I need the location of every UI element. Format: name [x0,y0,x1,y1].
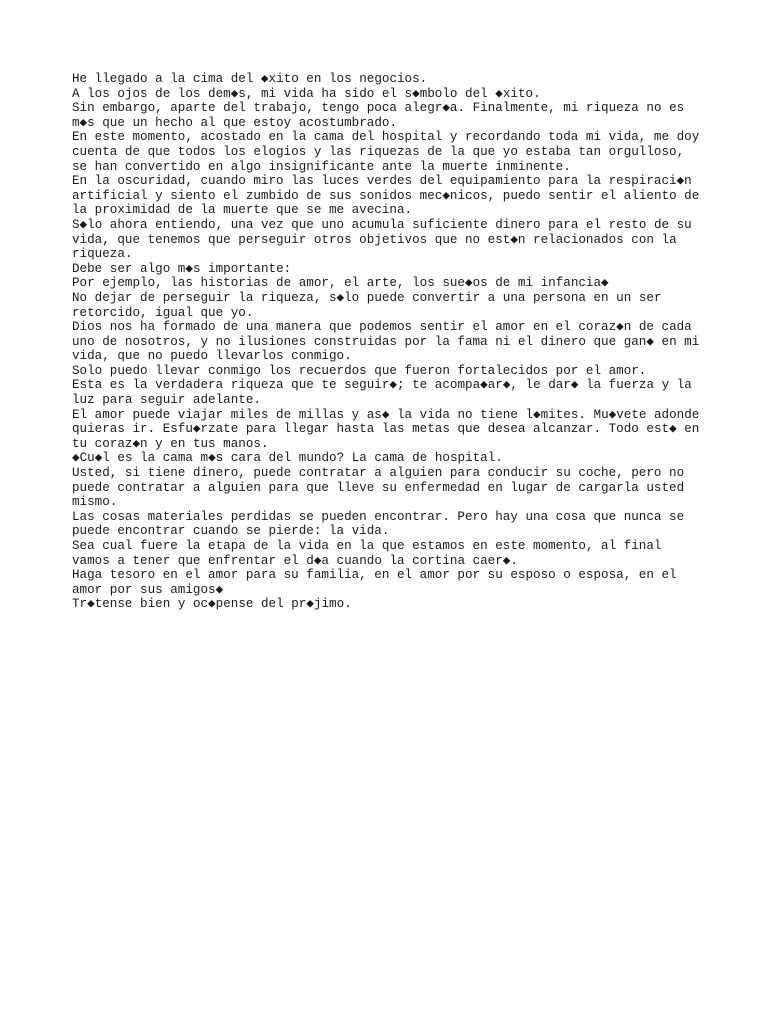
text-line: quieras ir. Esfu◆rzate para llegar hasta las metas que desea alcanzar. Todo est◆ en [72,422,700,437]
text-line: riqueza. [72,247,133,262]
document-page [72,72,702,612]
text-line: puede encontrar cuando se pierde: la vida. [72,524,390,539]
text-line: Esta es la verdadera riqueza que te seguir◆; te acompa◆ar◆, le dar◆ la fuerza y la [72,378,692,393]
text-line: ◆Cu◆l es la cama m◆s cara del mundo? La cama de hospital. [72,451,503,466]
text-line: mismo. [72,495,118,510]
text-line: Usted, si tiene dinero, puede contratar a alguien para conducir su coche, pero no [72,466,685,481]
text-line: vamos a tener que enfrentar el d◆a cuando la cortina caer◆. [72,553,518,568]
text-line: Tr◆tense bien y oc◆pense del pr◆jimo. [72,597,352,612]
text-line: la proximidad de la muerte que se me avecina. [72,203,413,218]
text-line: uno de nosotros, y no ilusiones construidas por la fama ni el dinero que gan◆ en mi [72,334,700,349]
text-line: m◆s que un hecho al que estoy acostumbrado. [72,115,397,130]
text-line: En la oscuridad, cuando miro las luces verdes del equipamiento para la respiraci◆n [72,174,692,189]
text-line: He llegado a la cima del ◆xito en los negocios. [72,72,428,86]
text-line: Haga tesoro en el amor para su familia, en el amor por su esposo o esposa, en el [72,568,677,583]
text-line: tu coraz◆n y en tus manos. [72,436,269,451]
text-line: No dejar de perseguir la riqueza, s◆lo puede convertir a una persona en un ser [72,290,662,305]
text-line: vida, que tenemos que perseguir otros objetivos que no est◆n relacionados con la [72,232,677,247]
text-line: En este momento, acostado en la cama del hospital y recordando toda mi vida, me doy [72,130,700,145]
text-line: Sin embargo, aparte del trabajo, tengo poca alegr◆a. Finalmente, mi riqueza no es [72,101,685,116]
text-line: Sea cual fuere la etapa de la vida en la que estamos en este momento, al final [72,539,662,553]
text-line: Las cosas materiales perdidas se pueden encontrar. Pero hay una cosa que nunca se [72,509,685,524]
text-line: El amor puede viajar miles de millas y as◆ la vida no tiene l◆mites. Mu◆vete adonde [72,407,700,422]
text-line: cuenta de que todos los elogios y las riquezas de la que yo estaba tan orgulloso, [72,144,685,159]
text-line: S◆lo ahora entiendo, una vez que uno acumula suficiente dinero para el resto de su [72,217,692,232]
text-line: Solo puedo llevar conmigo los recuerdos que fueron fortalecidos por el amor. [72,363,647,378]
text-line: Debe ser algo m◆s importante: [72,261,292,276]
text-line: vida, que no puedo llevarlos conmigo. [72,349,352,364]
text-line: luz para seguir adelante. [72,393,261,408]
text-line: se han convertido en algo insignificante ante la muerte inminente. [72,159,571,174]
text-line: amor por sus amigos◆ [72,582,224,597]
text-line: A los ojos de los dem◆s, mi vida ha sido el s◆mbolo del ◆xito. [72,86,541,101]
text-line: Dios nos ha formado de una manera que podemos sentir el amor en el coraz◆n de cada [72,320,692,335]
text-line: Por ejemplo, las historias de amor, el arte, los sue◆os de mi infancia◆ [72,276,609,291]
text-line: puede contratar a alguien para que lleve su enfermedad en lugar de cargarla usted [72,480,685,495]
text-line: artificial y siento el zumbido de sus sonidos mec◆nicos, puedo sentir el aliento de [72,188,700,203]
text-line: retorcido, igual que yo. [72,305,254,320]
